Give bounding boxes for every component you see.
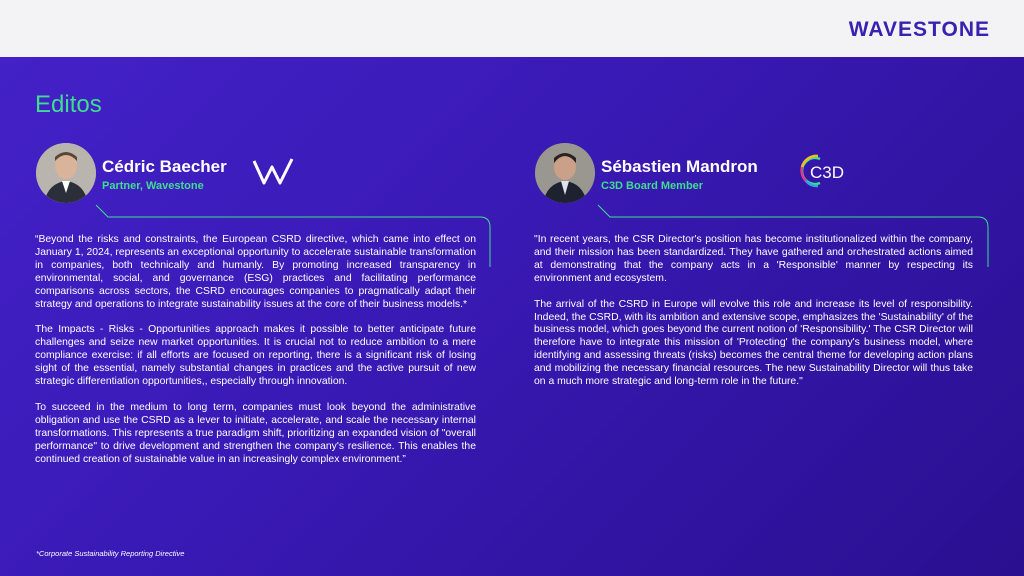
speaker-role-left: Partner, Wavestone — [102, 180, 204, 192]
quote-left — [35, 234, 476, 480]
speaker-name-right: Sébastien Mandron — [601, 157, 758, 176]
c3d-logo — [798, 153, 850, 189]
quote-right-paragraph: "In recent years, the CSR Director's position has become institutionalized within the company, and their mission has been standardized. They have gathered and orchestrated actions aimed at demonstrating that the company acts in a 'Responsible' manner by respecting its environment and ecosystem. — [534, 234, 973, 284]
quote-left-paragraph: “Beyond the risks and constraints, the European CSRD directive, which came into effect on January 1, 2024, represents an exceptional opportunity to accelerate sustainable transformation in companies, both technically and humanly. By promoting increased transparency in environmental, social, and governance (ESG) practices and facilitating performance comparisons across sectors, the CSRD encourages companies to pragmatically adapt their strategy and operations to integrate sustainability issues at the core of their business models.* — [35, 234, 476, 310]
wavestone-w-icon — [252, 157, 294, 187]
c3d-logo-text: C3D — [810, 163, 845, 182]
quote-left-paragraph: The Impacts - Risks - Opportunities approach makes it possible to better anticipate future challenges and seize new market opportunities. It is crucial not to reduce ambition to a mere compliance exercise: if all efforts are focused on reporting, there is a significant risk of losing sight of the essential, namely substantial changes in practices and the active pursuit of new strategic differentiation opportunities,, especially through innovation. — [35, 324, 476, 388]
wavestone-logo: WAVESTONE — [848, 18, 990, 41]
quote-right-paragraph: The arrival of the CSRD in Europe will evolve this role and increase its level of responsibility. Indeed, the CSRD, with its ambition and extensive scope, emphasizes the 'Sustainability' of the business model, which goes beyond the current notion of 'Responsibility.' The CSR Director will therefore have to integrate this mission of 'Protecting' the company's business model, where identifying and assessing threats (risks) becomes the central theme for developing action plans and mobilizing the necessary financial resources. The new Sustainability Director will thus take on a much more strategic and long-term role in the future." — [534, 298, 973, 388]
speaker-name-left: Cédric Baecher — [102, 157, 227, 176]
speaker-role-right: C3D Board Member — [601, 180, 704, 192]
quote-left-paragraph: To succeed in the medium to long term, companies must look beyond the administrative obligation and use the CSRD as a lever to initiate, accelerate, and scale the necessary internal transformations. This represents a true paradigm shift, prioritizing an expanded vision of "overall performance" to drive development and strengthen the company's resilience. This enables the continued creation of sustainable value in an increasingly complex environment.” — [35, 401, 476, 465]
page-title: Editos — [35, 91, 102, 118]
footnote: *Corporate Sustainability Reporting Directive — [36, 549, 185, 558]
avatar-cedric-baecher — [36, 143, 96, 203]
quote-right — [534, 234, 973, 402]
slide-body — [0, 57, 1024, 576]
top-bar — [0, 0, 1024, 57]
avatar-sebastien-mandron — [535, 143, 595, 203]
